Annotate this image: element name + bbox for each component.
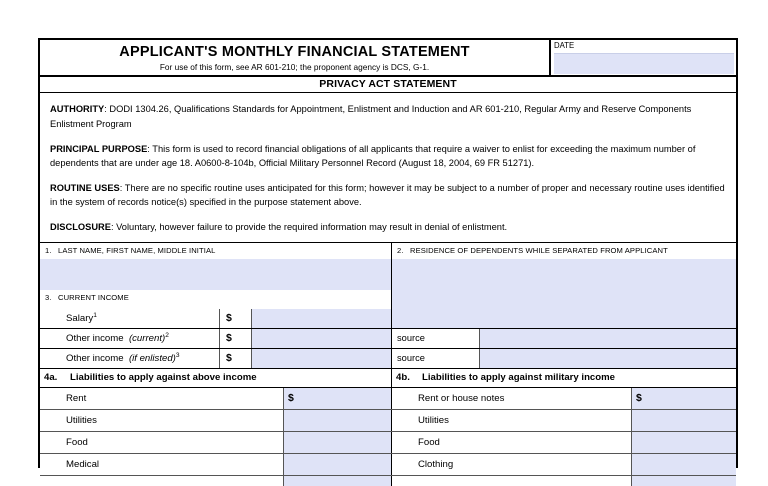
liability-label: Food — [418, 437, 440, 449]
liability-amount-input[interactable] — [632, 476, 736, 486]
authority-label: AUTHORITY — [50, 104, 105, 115]
liability-row-partial — [40, 476, 736, 486]
liability-row — [40, 410, 736, 432]
section-4b-header — [392, 369, 736, 387]
liability-amount-input[interactable] — [632, 432, 736, 453]
income-currency-cell — [220, 349, 252, 368]
section-1-label: LAST NAME, FIRST NAME, MIDDLE INITIAL — [58, 246, 216, 256]
section-3-header-row — [40, 290, 736, 309]
liability-amount-input[interactable] — [284, 476, 392, 486]
section-3-caption — [40, 290, 391, 302]
income-label-cell — [40, 329, 220, 348]
liability-amount-input[interactable] — [284, 410, 392, 431]
principal-purpose-text: : This form is used to record financial obligations of all applicants that require a waiver to enlist for exceeding the maximum number of dependents that are under age 18. A0600-8-104b, Official Military Personnel Record (August 18, 2004, 69 FR 51271). — [50, 143, 696, 168]
footnote-marker: 2 — [165, 332, 169, 340]
income-label: Salary$^1$ — [66, 312, 97, 325]
section-4a-number: 4a. — [44, 372, 58, 384]
section-2-caption — [392, 243, 736, 259]
authority-paragraph — [50, 102, 726, 130]
section-3-header — [40, 290, 392, 309]
liability-amount-input[interactable] — [284, 388, 392, 409]
privacy-act-body — [40, 93, 736, 243]
income-source-label-cell — [392, 329, 480, 348]
liability-label: Utilities — [66, 415, 97, 427]
section-4a-header — [40, 369, 392, 387]
liability-label: Utilities — [418, 415, 449, 427]
income-source-spacer[interactable] — [392, 309, 736, 328]
form-document — [38, 38, 738, 471]
form-header — [40, 40, 736, 77]
liability-amount-input[interactable] — [632, 410, 736, 431]
income-row-salary — [40, 309, 736, 329]
section-3-header-spacer[interactable] — [392, 290, 736, 309]
form-subtitle: For use of this form, see AR 601-210; the proponent agency is DCS, G-1. — [159, 61, 430, 72]
section-1-caption — [40, 243, 391, 259]
authority-text: : DODI 1304.26, Qualifications Standards for Appointment, Enlistment and Induction and AR 601-210, Regular Army and Reserve Components Enlistment Program — [50, 104, 692, 129]
section-2-number: 2. — [397, 246, 404, 256]
section-4a-label: Liabilities to apply against above income — [70, 372, 257, 384]
liability-amount-input[interactable] — [284, 454, 392, 475]
section-4-header-row — [40, 369, 736, 388]
section-2-input[interactable] — [392, 259, 736, 290]
income-label-cell — [40, 309, 220, 328]
liability-label: Food — [66, 437, 88, 449]
section-1-number: 1. — [45, 246, 52, 256]
routine-uses-text: : There are no specific routine uses anticipated for this form; however it may be subject to a number of proper and necessary routine uses identified in the system of records notice(s) specified in the purpose statement above. — [50, 182, 725, 208]
liability-label: Clothing — [418, 459, 454, 471]
date-label: DATE — [554, 41, 575, 50]
income-amount-input[interactable] — [252, 349, 392, 368]
liability-row — [40, 432, 736, 454]
footnote-marker: 1 — [93, 312, 97, 320]
section-1-2-row — [40, 243, 736, 290]
section-2-residence — [392, 243, 736, 289]
source-label: source — [397, 333, 425, 344]
privacy-act-banner: PRIVACY ACT STATEMENT — [40, 77, 736, 93]
disclosure-text: : Voluntary, however failure to provide the required information may result in denial of enlistment. — [110, 222, 508, 233]
liability-row — [40, 454, 736, 476]
source-label: source — [397, 353, 425, 364]
income-row-other-enlisted — [40, 349, 736, 369]
disclosure-paragraph — [50, 220, 726, 234]
form-title: APPLICANT'S MONTHLY FINANCIAL STATEMENT — [119, 44, 470, 60]
income-label: Other income (if enlisted)$^3$ — [66, 352, 180, 365]
income-currency-cell — [220, 329, 252, 348]
principal-purpose-paragraph — [50, 142, 726, 170]
disclosure-label: DISCLOSURE — [50, 222, 111, 233]
routine-uses-paragraph — [50, 181, 726, 209]
liability-amount-input[interactable] — [632, 454, 736, 475]
date-input[interactable] — [554, 53, 734, 74]
footnote-marker: 3 — [175, 352, 180, 360]
liability-row — [40, 388, 736, 410]
section-4b-number: 4b. — [396, 372, 410, 384]
section-3-label: CURRENT INCOME — [58, 293, 129, 303]
income-row-other-current — [40, 329, 736, 349]
liability-label: Rent or house notes — [418, 393, 505, 405]
currency-symbol: $ — [226, 332, 232, 345]
section-4b-label: Liabilities to apply against military income — [422, 372, 615, 384]
section-3-number: 3. — [45, 293, 52, 303]
date-block — [551, 40, 736, 75]
currency-symbol: $ — [226, 352, 232, 365]
section-1-input[interactable] — [40, 259, 391, 290]
currency-symbol: $ — [226, 312, 232, 325]
form-title-block — [40, 40, 551, 75]
liability-amount-input[interactable] — [632, 388, 736, 409]
income-currency-cell — [220, 309, 252, 328]
income-amount-input[interactable] — [252, 309, 392, 328]
principal-purpose-label: PRINCIPAL PURPOSE — [50, 143, 148, 154]
liability-label: Medical — [66, 459, 100, 471]
liability-amount-input[interactable] — [284, 432, 392, 453]
income-source-input[interactable] — [480, 329, 736, 348]
section-1-name — [40, 243, 392, 289]
currency-symbol: $ — [636, 392, 642, 405]
income-amount-input[interactable] — [252, 329, 392, 348]
section-2-label: RESIDENCE OF DEPENDENTS WHILE SEPARATED FROM APPLICANT — [410, 246, 668, 256]
liability-label: Rent — [66, 393, 87, 405]
income-label-cell — [40, 349, 220, 368]
income-source-label-cell — [392, 349, 480, 368]
currency-symbol: $ — [288, 392, 294, 405]
income-label: Other income (current)$^2$ — [66, 332, 169, 345]
income-source-input[interactable] — [480, 349, 736, 368]
routine-uses-label: ROUTINE USES — [50, 182, 120, 193]
